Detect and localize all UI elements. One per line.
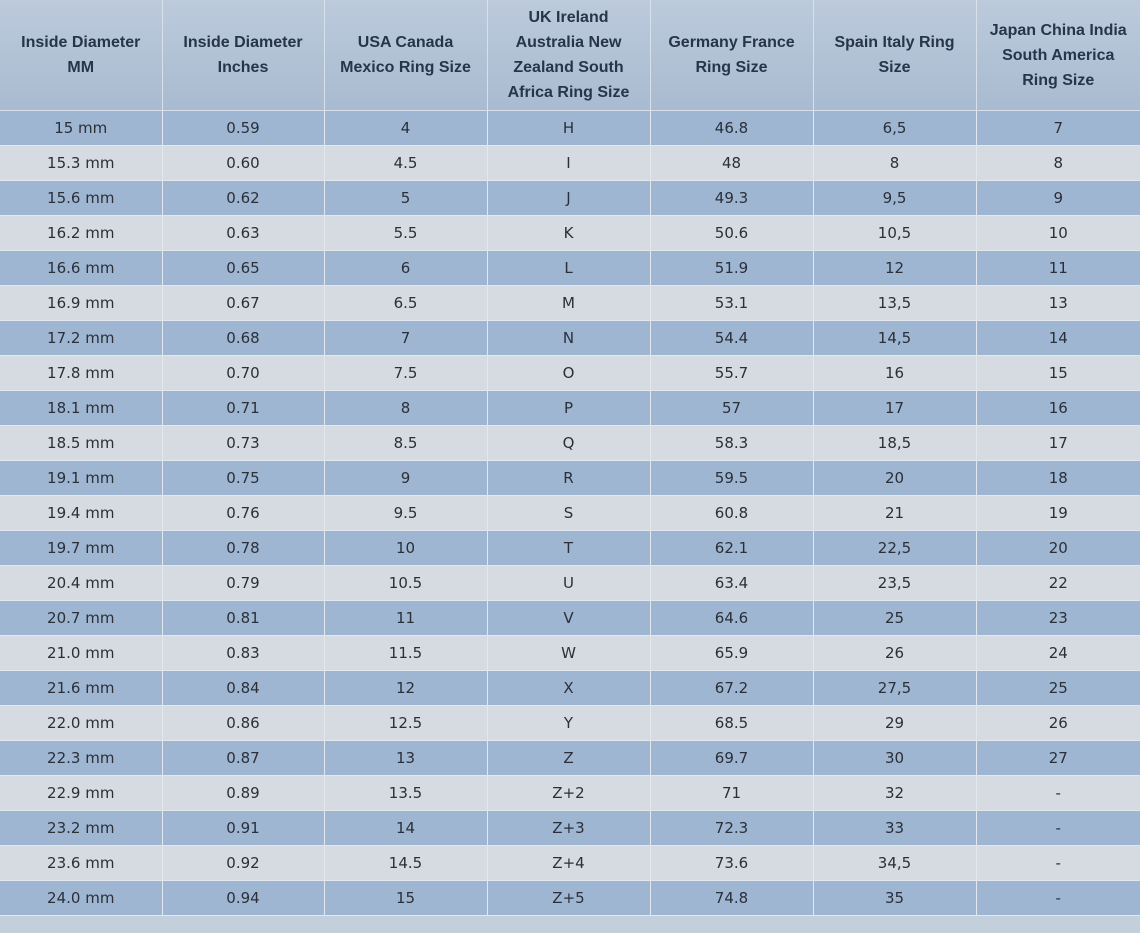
cell-usa-size: 9 [324, 461, 487, 496]
cell-diameter-inches: 0.60 [162, 146, 324, 181]
cell-japan-size: 8 [976, 146, 1140, 181]
cell-spain-size: 10,5 [813, 216, 976, 251]
cell-usa-size: 4.5 [324, 146, 487, 181]
cell-diameter-mm: 22.0 mm [0, 706, 162, 741]
cell-germany-size: 50.6 [650, 216, 813, 251]
cell-usa-size: 13.5 [324, 776, 487, 811]
cell-diameter-inches: 0.87 [162, 741, 324, 776]
cell-spain-size: 30 [813, 741, 976, 776]
table-row [0, 181, 1140, 216]
cell-japan-size: - [976, 776, 1140, 811]
cell-diameter-mm: 22.9 mm [0, 776, 162, 811]
table-row [0, 426, 1140, 461]
cell-germany-size: 51.9 [650, 251, 813, 286]
cell-usa-size: 9.5 [324, 496, 487, 531]
cell-usa-size: 10 [324, 531, 487, 566]
table-row [0, 811, 1140, 846]
table-body [0, 111, 1140, 916]
cell-spain-size: 22,5 [813, 531, 976, 566]
cell-uk-size: P [487, 391, 650, 426]
cell-diameter-mm: 20.7 mm [0, 601, 162, 636]
cell-diameter-mm: 19.4 mm [0, 496, 162, 531]
cell-spain-size: 29 [813, 706, 976, 741]
cell-diameter-inches: 0.76 [162, 496, 324, 531]
cell-uk-size: I [487, 146, 650, 181]
header-germany-france: Germany France Ring Size [650, 0, 813, 111]
table-row [0, 461, 1140, 496]
cell-diameter-mm: 18.5 mm [0, 426, 162, 461]
cell-germany-size: 48 [650, 146, 813, 181]
cell-japan-size: 17 [976, 426, 1140, 461]
cell-diameter-inches: 0.91 [162, 811, 324, 846]
cell-germany-size: 59.5 [650, 461, 813, 496]
cell-diameter-inches: 0.83 [162, 636, 324, 671]
table-row [0, 776, 1140, 811]
table-row [0, 531, 1140, 566]
header-usa-canada-mexico: USA Canada Mexico Ring Size [324, 0, 487, 111]
header-inside-diameter-mm: Inside Diameter MM [0, 0, 162, 111]
cell-japan-size: 10 [976, 216, 1140, 251]
cell-diameter-inches: 0.92 [162, 846, 324, 881]
table-row [0, 111, 1140, 146]
cell-diameter-inches: 0.63 [162, 216, 324, 251]
cell-germany-size: 62.1 [650, 531, 813, 566]
cell-diameter-mm: 15.6 mm [0, 181, 162, 216]
cell-spain-size: 27,5 [813, 671, 976, 706]
cell-uk-size: S [487, 496, 650, 531]
table-row [0, 286, 1140, 321]
cell-diameter-inches: 0.68 [162, 321, 324, 356]
table-row [0, 356, 1140, 391]
table-row [0, 881, 1140, 916]
cell-diameter-mm: 21.0 mm [0, 636, 162, 671]
cell-diameter-mm: 17.2 mm [0, 321, 162, 356]
cell-germany-size: 65.9 [650, 636, 813, 671]
cell-diameter-mm: 16.2 mm [0, 216, 162, 251]
table-row [0, 566, 1140, 601]
cell-diameter-inches: 0.71 [162, 391, 324, 426]
cell-diameter-mm: 18.1 mm [0, 391, 162, 426]
cell-uk-size: Z+3 [487, 811, 650, 846]
cell-spain-size: 17 [813, 391, 976, 426]
cell-spain-size: 8 [813, 146, 976, 181]
cell-germany-size: 64.6 [650, 601, 813, 636]
cell-uk-size: R [487, 461, 650, 496]
cell-usa-size: 14.5 [324, 846, 487, 881]
cell-diameter-mm: 20.4 mm [0, 566, 162, 601]
cell-japan-size: - [976, 846, 1140, 881]
cell-usa-size: 7.5 [324, 356, 487, 391]
cell-usa-size: 11.5 [324, 636, 487, 671]
cell-japan-size: 9 [976, 181, 1140, 216]
cell-diameter-inches: 0.78 [162, 531, 324, 566]
cell-germany-size: 74.8 [650, 881, 813, 916]
cell-usa-size: 4 [324, 111, 487, 146]
cell-usa-size: 15 [324, 881, 487, 916]
cell-germany-size: 60.8 [650, 496, 813, 531]
table-row [0, 846, 1140, 881]
cell-uk-size: Y [487, 706, 650, 741]
cell-japan-size: 18 [976, 461, 1140, 496]
header-uk-ireland-australia: UK Ireland Australia New Zealand South Africa Ring Size [487, 0, 650, 111]
cell-diameter-mm: 15.3 mm [0, 146, 162, 181]
cell-uk-size: O [487, 356, 650, 391]
cell-diameter-mm: 23.2 mm [0, 811, 162, 846]
cell-uk-size: X [487, 671, 650, 706]
cell-diameter-inches: 0.86 [162, 706, 324, 741]
cell-diameter-inches: 0.59 [162, 111, 324, 146]
cell-usa-size: 11 [324, 601, 487, 636]
table-row [0, 251, 1140, 286]
cell-japan-size: 19 [976, 496, 1140, 531]
cell-diameter-mm: 19.7 mm [0, 531, 162, 566]
cell-japan-size: 11 [976, 251, 1140, 286]
cell-diameter-mm: 19.1 mm [0, 461, 162, 496]
cell-japan-size: - [976, 881, 1140, 916]
cell-japan-size: 26 [976, 706, 1140, 741]
cell-spain-size: 9,5 [813, 181, 976, 216]
cell-spain-size: 6,5 [813, 111, 976, 146]
cell-usa-size: 12.5 [324, 706, 487, 741]
table-row [0, 146, 1140, 181]
cell-diameter-inches: 0.73 [162, 426, 324, 461]
cell-spain-size: 13,5 [813, 286, 976, 321]
cell-diameter-mm: 16.6 mm [0, 251, 162, 286]
cell-diameter-mm: 23.6 mm [0, 846, 162, 881]
cell-usa-size: 14 [324, 811, 487, 846]
table-row [0, 391, 1140, 426]
cell-japan-size: 15 [976, 356, 1140, 391]
cell-usa-size: 7 [324, 321, 487, 356]
cell-uk-size: W [487, 636, 650, 671]
cell-japan-size: 22 [976, 566, 1140, 601]
cell-diameter-mm: 24.0 mm [0, 881, 162, 916]
table-row [0, 601, 1140, 636]
cell-uk-size: K [487, 216, 650, 251]
cell-usa-size: 13 [324, 741, 487, 776]
cell-japan-size: 14 [976, 321, 1140, 356]
cell-spain-size: 20 [813, 461, 976, 496]
cell-germany-size: 73.6 [650, 846, 813, 881]
cell-uk-size: Z+2 [487, 776, 650, 811]
cell-uk-size: U [487, 566, 650, 601]
cell-germany-size: 63.4 [650, 566, 813, 601]
cell-spain-size: 34,5 [813, 846, 976, 881]
cell-usa-size: 6.5 [324, 286, 487, 321]
cell-diameter-inches: 0.75 [162, 461, 324, 496]
cell-diameter-mm: 16.9 mm [0, 286, 162, 321]
table-row [0, 741, 1140, 776]
table-row [0, 671, 1140, 706]
cell-uk-size: Z [487, 741, 650, 776]
cell-japan-size: 20 [976, 531, 1140, 566]
table-row [0, 321, 1140, 356]
cell-spain-size: 14,5 [813, 321, 976, 356]
cell-diameter-inches: 0.79 [162, 566, 324, 601]
table-row [0, 706, 1140, 741]
table-row [0, 496, 1140, 531]
cell-spain-size: 25 [813, 601, 976, 636]
cell-uk-size: Z+4 [487, 846, 650, 881]
cell-spain-size: 35 [813, 881, 976, 916]
cell-usa-size: 8.5 [324, 426, 487, 461]
cell-germany-size: 57 [650, 391, 813, 426]
cell-spain-size: 26 [813, 636, 976, 671]
cell-diameter-inches: 0.62 [162, 181, 324, 216]
cell-uk-size: V [487, 601, 650, 636]
cell-uk-size: M [487, 286, 650, 321]
cell-usa-size: 6 [324, 251, 487, 286]
cell-usa-size: 5.5 [324, 216, 487, 251]
cell-uk-size: H [487, 111, 650, 146]
cell-diameter-inches: 0.70 [162, 356, 324, 391]
cell-spain-size: 23,5 [813, 566, 976, 601]
header-spain-italy: Spain Italy Ring Size [813, 0, 976, 111]
header-inside-diameter-inches: Inside Diameter Inches [162, 0, 324, 111]
cell-japan-size: 13 [976, 286, 1140, 321]
cell-diameter-inches: 0.67 [162, 286, 324, 321]
header-japan-china-india: Japan China India South America Ring Size [976, 0, 1140, 111]
cell-diameter-mm: 15 mm [0, 111, 162, 146]
cell-japan-size: 23 [976, 601, 1140, 636]
cell-spain-size: 32 [813, 776, 976, 811]
cell-spain-size: 18,5 [813, 426, 976, 461]
cell-usa-size: 8 [324, 391, 487, 426]
cell-germany-size: 54.4 [650, 321, 813, 356]
cell-germany-size: 67.2 [650, 671, 813, 706]
cell-diameter-inches: 0.65 [162, 251, 324, 286]
cell-germany-size: 55.7 [650, 356, 813, 391]
cell-germany-size: 72.3 [650, 811, 813, 846]
cell-japan-size: 24 [976, 636, 1140, 671]
cell-usa-size: 5 [324, 181, 487, 216]
cell-uk-size: T [487, 531, 650, 566]
cell-germany-size: 49.3 [650, 181, 813, 216]
cell-germany-size: 53.1 [650, 286, 813, 321]
cell-usa-size: 10.5 [324, 566, 487, 601]
cell-diameter-inches: 0.81 [162, 601, 324, 636]
cell-germany-size: 71 [650, 776, 813, 811]
cell-germany-size: 58.3 [650, 426, 813, 461]
cell-germany-size: 69.7 [650, 741, 813, 776]
cell-spain-size: 12 [813, 251, 976, 286]
cell-japan-size: 25 [976, 671, 1140, 706]
cell-diameter-inches: 0.94 [162, 881, 324, 916]
cell-usa-size: 12 [324, 671, 487, 706]
table-row [0, 636, 1140, 671]
cell-uk-size: Q [487, 426, 650, 461]
cell-japan-size: - [976, 811, 1140, 846]
cell-japan-size: 27 [976, 741, 1140, 776]
cell-uk-size: Z+5 [487, 881, 650, 916]
cell-germany-size: 68.5 [650, 706, 813, 741]
cell-uk-size: N [487, 321, 650, 356]
cell-spain-size: 16 [813, 356, 976, 391]
cell-japan-size: 16 [976, 391, 1140, 426]
cell-uk-size: J [487, 181, 650, 216]
cell-diameter-inches: 0.89 [162, 776, 324, 811]
cell-spain-size: 33 [813, 811, 976, 846]
cell-diameter-mm: 22.3 mm [0, 741, 162, 776]
cell-spain-size: 21 [813, 496, 976, 531]
cell-diameter-mm: 17.8 mm [0, 356, 162, 391]
table-row [0, 216, 1140, 251]
cell-diameter-mm: 21.6 mm [0, 671, 162, 706]
table-header-row [0, 0, 1140, 111]
cell-germany-size: 46.8 [650, 111, 813, 146]
cell-diameter-inches: 0.84 [162, 671, 324, 706]
cell-uk-size: L [487, 251, 650, 286]
cell-japan-size: 7 [976, 111, 1140, 146]
